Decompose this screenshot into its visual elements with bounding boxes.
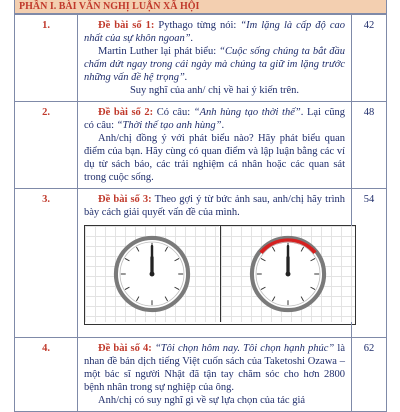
row-number: 4. <box>15 338 78 412</box>
table-row <box>15 15 387 102</box>
red-arc-clock-icon <box>247 233 329 315</box>
topic-label: Đề bài số 2: <box>98 107 154 118</box>
clock-illustration <box>84 225 356 325</box>
clock-panel-left <box>85 226 219 322</box>
row-content: Đề bài số 4: “Tôi chọn hôm nay. Tôi chọn hạnh phúc” là nhan đề bản dịch tiếng Việt cuốn sách của Taketoshi Ozawa – một bác sĩ người Nhật đã tận tay chăm sóc cho hơn 2800 bệnh nhân trong sự nghiệp của ông. Anh/chị có suy nghĩ gì về sự lựa chọn của tác giả <box>78 338 352 412</box>
row-number: 2. <box>15 102 78 189</box>
row-content: Đề bài số 3: Theo gợi ý từ bức ảnh sau, anh/chị hãy trình bày cách giải quyết vấn đề của mình. <box>78 189 352 338</box>
row-number: 1. <box>15 15 78 102</box>
section-title: PHẦN I. BÀI VĂN NGHỊ LUẬN XÃ HỘI <box>14 0 387 14</box>
topic-label: Đề bài số 3: <box>98 194 152 205</box>
page-number: 48 <box>352 102 387 189</box>
page-number: 54 <box>352 189 387 338</box>
clock-panel-right <box>220 226 355 322</box>
topics-table <box>14 14 387 412</box>
table-row <box>15 102 387 189</box>
table-row <box>15 338 387 412</box>
page-number: 42 <box>352 15 387 102</box>
table-row <box>15 189 387 338</box>
topic-label: Đề bài số 1: <box>98 20 155 31</box>
row-number: 3. <box>15 189 78 338</box>
row-content: Đề bài số 2: Có câu: “Anh hùng tạo thời thế”. Lại cũng có câu: “Thời thế tạo anh hùng”. Anh/chị đồng ý với phát biểu nào? Hãy phát biểu quan điểm của bạn. Hãy cùng có quan điểm và lập luận bằng các ví dụ từ sách báo, các trải nghiệm cá nhân hoặc các quan sát trong cuộc sống. <box>78 102 352 189</box>
row-content: Đề bài số 1: Pythago từng nói: “Im lặng là cấp độ cao nhất của sự khôn ngoan”. Martin Luther lại phát biểu: “Cuộc sống chúng ta bắt đầu chấm dứt ngay trong cái ngày mà chúng ta giữ im lặng trước những vấn đề hệ trọng”. Suy nghĩ của anh/ chị về hai ý kiến trên. <box>78 15 352 102</box>
plain-clock-icon <box>111 233 193 315</box>
topic-label: Đề bài số 4: <box>98 343 152 354</box>
page-number: 62 <box>352 338 387 412</box>
